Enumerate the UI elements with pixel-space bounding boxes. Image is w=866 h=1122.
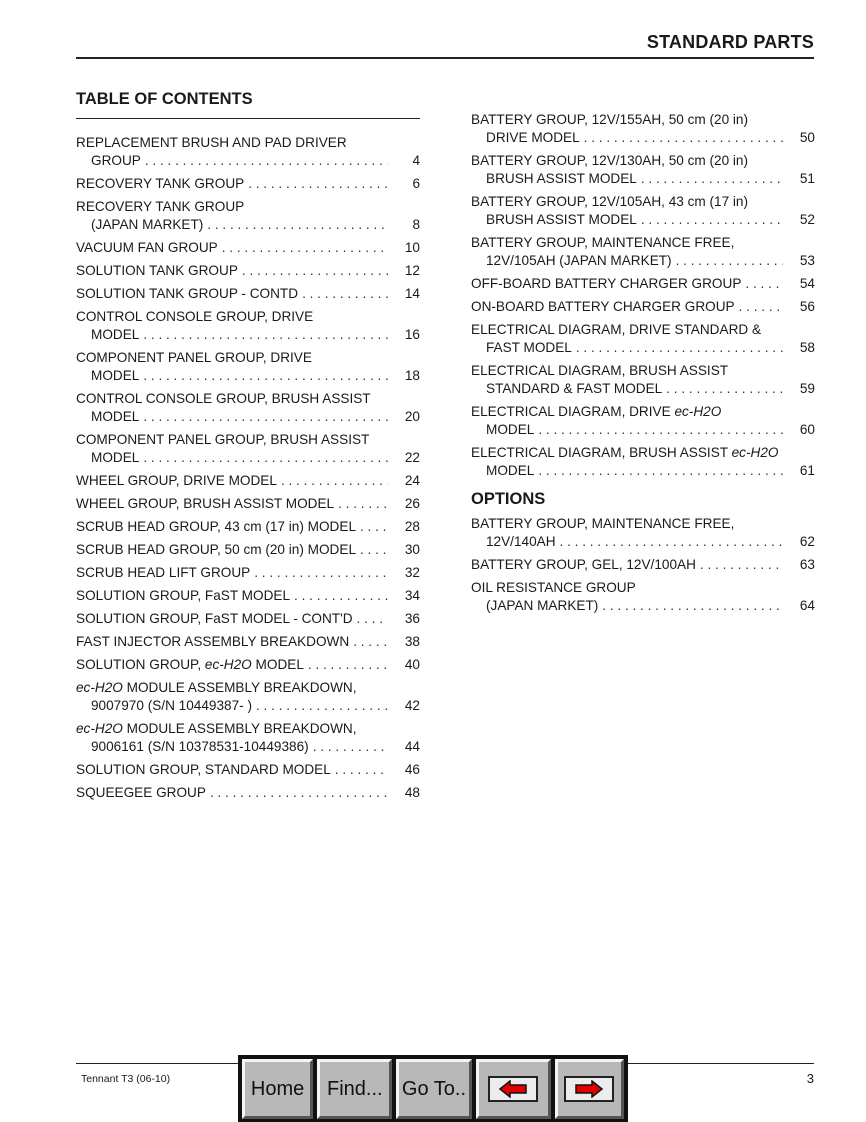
toc-page-number: 26: [404, 496, 420, 511]
toc-entry-text: OFF-BOARD BATTERY CHARGER GROUP: [471, 276, 742, 291]
toc-page-number: 36: [404, 611, 420, 626]
toc-entry-line: [76, 720, 420, 738]
toc-entry[interactable]: [471, 298, 815, 316]
dot-leader: [207, 216, 388, 234]
dot-leader: [242, 262, 388, 280]
toc-page-number: 59: [799, 381, 815, 396]
toc-page-number: 62: [799, 534, 815, 549]
toc-entry-line: [471, 111, 815, 129]
toc-entry-text: GROUP: [91, 153, 141, 168]
toc-entry-line: [471, 556, 815, 574]
dot-leader: [338, 495, 388, 513]
toc-entry-text: COMPONENT PANEL GROUP, BRUSH ASSIST: [76, 432, 370, 447]
right-arrow-shape: [574, 1080, 604, 1098]
toc-entry[interactable]: [76, 518, 420, 536]
toc-entry-text: ON-BOARD BATTERY CHARGER GROUP: [471, 299, 735, 314]
toc-entry-line: [76, 564, 420, 582]
dot-leader: [143, 408, 388, 426]
toc-entry-text: (JAPAN MARKET): [486, 598, 599, 613]
toc-entry-text: ec-H2O MODULE ASSEMBLY BREAKDOWN,: [76, 721, 357, 736]
toc-page-number: 14: [404, 286, 420, 301]
toc-entry-line: [76, 697, 420, 715]
toc-page-number: 22: [404, 450, 420, 465]
toc-entry[interactable]: [76, 610, 420, 628]
toc-entry-line: [76, 390, 420, 408]
toc-entry-line: [76, 152, 420, 170]
toc-entry[interactable]: [76, 175, 420, 193]
dot-leader: [584, 129, 783, 147]
toc-entry-text: BATTERY GROUP, MAINTENANCE FREE,: [471, 516, 735, 531]
dot-leader: [281, 472, 388, 490]
toc-entry-line: [471, 515, 815, 533]
dot-leader: [143, 326, 388, 344]
toc-entry-text: ELECTRICAL DIAGRAM, DRIVE ec-H2O: [471, 404, 722, 419]
toc-entry-line: [76, 408, 420, 426]
dot-leader: [538, 421, 783, 439]
toc-title: TABLE OF CONTENTS: [76, 90, 253, 108]
toc-entry[interactable]: [76, 431, 420, 467]
toc-entry-line: [76, 518, 420, 536]
toc-page-number: 56: [799, 299, 815, 314]
toc-page-number: 20: [404, 409, 420, 424]
dot-leader: [145, 152, 388, 170]
toc-entry-line: [471, 170, 815, 188]
toc-entry[interactable]: [76, 720, 420, 756]
toc-entry[interactable]: [471, 579, 815, 615]
dot-leader: [560, 533, 783, 551]
toc-entry-text: ELECTRICAL DIAGRAM, BRUSH ASSIST: [471, 363, 729, 378]
toc-entry-text: OIL RESISTANCE GROUP: [471, 580, 636, 595]
toc-entry-line: [76, 216, 420, 234]
toc-page-number: 44: [404, 739, 420, 754]
toc-entry-line: [471, 298, 815, 316]
toc-entry-text: 12V/140AH: [486, 534, 556, 549]
toc-entry-line: [76, 134, 420, 152]
toc-page-number: 52: [799, 212, 815, 227]
toc-entry-text: RECOVERY TANK GROUP: [76, 176, 245, 191]
toc-entry-line: [471, 129, 815, 147]
toc-entry-text: ec-H2O MODULE ASSEMBLY BREAKDOWN,: [76, 680, 357, 695]
dot-leader: [353, 633, 388, 651]
toc-entry-line: [76, 449, 420, 467]
toc-entry[interactable]: [76, 656, 420, 674]
next-page-button[interactable]: [555, 1059, 624, 1119]
toc-page-number: 6: [412, 176, 420, 191]
toc-entry-line: [76, 587, 420, 605]
toc-entry[interactable]: [76, 134, 420, 170]
dot-leader: [602, 597, 783, 615]
toc-entry[interactable]: [471, 193, 815, 229]
toc-page-number: 61: [799, 463, 815, 478]
dot-leader: [357, 610, 388, 628]
toc-entry-text: SOLUTION GROUP, ec-H2O MODEL: [76, 657, 304, 672]
toc-entry-text: SCRUB HEAD GROUP, 50 cm (20 in) MODEL: [76, 542, 356, 557]
dot-leader: [313, 738, 388, 756]
toc-entry[interactable]: [76, 285, 420, 303]
toc-entry-text: REPLACEMENT BRUSH AND PAD DRIVER: [76, 135, 347, 150]
toc-page-number: 38: [404, 634, 420, 649]
toc-entry-line: [471, 321, 815, 339]
toc-left-column: [76, 134, 420, 807]
toc-page-number: 8: [412, 217, 420, 232]
toc-entry-line: [76, 285, 420, 303]
dot-leader: [210, 784, 388, 802]
toc-page-number: 30: [404, 542, 420, 557]
dot-leader: [302, 285, 388, 303]
toc-entry-text: MODEL: [486, 422, 535, 437]
toc-entry[interactable]: [76, 495, 420, 513]
toc-entry[interactable]: [471, 275, 815, 293]
toc-right-entries: [471, 111, 815, 480]
toc-entry-line: [76, 610, 420, 628]
toc-entry-line: [76, 175, 420, 193]
toc-entry-line: [471, 362, 815, 380]
toc-entry-text: FAST MODEL: [486, 340, 572, 355]
toc-entry-text: SOLUTION TANK GROUP - CONTD: [76, 286, 299, 301]
toc-page-number: 50: [799, 130, 815, 145]
dot-leader: [143, 367, 388, 385]
toc-entry-line: [471, 152, 815, 170]
toc-entry-line: [76, 308, 420, 326]
toc-entry[interactable]: [76, 308, 420, 344]
toc-entry[interactable]: [76, 262, 420, 280]
toc-entry-text: CONTROL CONSOLE GROUP, BRUSH ASSIST: [76, 391, 371, 406]
toc-entry[interactable]: [471, 362, 815, 398]
toc-entry-text: BATTERY GROUP, 12V/105AH, 43 cm (17 in): [471, 194, 749, 209]
left-arrow-shape: [498, 1080, 528, 1098]
toc-entry-text: BATTERY GROUP, 12V/155AH, 50 cm (20 in): [471, 112, 749, 127]
dot-leader: [360, 518, 388, 536]
toc-entry-text: (JAPAN MARKET): [91, 217, 204, 232]
toc-page-number: 18: [404, 368, 420, 383]
toc-entry-text: CONTROL CONSOLE GROUP, DRIVE: [76, 309, 314, 324]
dot-leader: [676, 252, 783, 270]
dot-leader: [538, 462, 783, 480]
toc-entry-line: [76, 349, 420, 367]
dot-leader: [335, 761, 388, 779]
footer-doc-label: Tennant T3 (06-10): [81, 1073, 171, 1085]
toc-entry-text: BATTERY GROUP, MAINTENANCE FREE,: [471, 235, 735, 250]
toc-entry[interactable]: [471, 152, 815, 188]
toc-entry-text: COMPONENT PANEL GROUP, DRIVE: [76, 350, 312, 365]
toc-entry-text: SOLUTION GROUP, FaST MODEL: [76, 588, 291, 603]
dot-leader: [666, 380, 783, 398]
toc-entry-line: [76, 541, 420, 559]
toc-entry-text: MODEL: [91, 450, 140, 465]
toc-page-number: 34: [404, 588, 420, 603]
toc-entry[interactable]: [76, 541, 420, 559]
toc-entry-text: DRIVE MODEL: [486, 130, 580, 145]
toc-entry-line: [76, 738, 420, 756]
toc-entry[interactable]: [471, 111, 815, 147]
toc-page-number: 60: [799, 422, 815, 437]
toc-entry[interactable]: [76, 633, 420, 651]
toc-entry-text: 12V/105AH (JAPAN MARKET): [486, 253, 672, 268]
navigation-toolbar: [238, 1055, 628, 1122]
toc-entry-text: WHEEL GROUP, BRUSH ASSIST MODEL: [76, 496, 335, 511]
header-divider: [76, 57, 814, 59]
toc-entry-text: 9007970 (S/N 10449387- ): [91, 698, 252, 713]
toc-entry-text: 9006161 (S/N 10378531-10449386): [91, 739, 309, 754]
toc-entry-line: [76, 239, 420, 257]
toc-entry-text: BATTERY GROUP, GEL, 12V/100AH: [471, 557, 696, 572]
dot-leader: [641, 170, 783, 188]
toc-entry-line: [471, 579, 815, 597]
toc-entry-text: MODEL: [91, 327, 140, 342]
toc-entry-text: BATTERY GROUP, 12V/130AH, 50 cm (20 in): [471, 153, 749, 168]
toc-entry-line: [471, 193, 815, 211]
toc-entry[interactable]: [76, 349, 420, 385]
options-entries: [471, 515, 815, 615]
dot-leader: [700, 556, 783, 574]
toc-entry[interactable]: [471, 403, 815, 439]
toc-page-number: 54: [799, 276, 815, 291]
toc-entry[interactable]: [76, 472, 420, 490]
toc-entry[interactable]: [471, 444, 815, 480]
dot-leader: [308, 656, 388, 674]
toc-entry-text: VACUUM FAN GROUP: [76, 240, 218, 255]
toc-entry[interactable]: [76, 390, 420, 426]
toc-entry-text: SOLUTION GROUP, STANDARD MODEL: [76, 762, 331, 777]
footer-page-number: 3: [806, 1071, 814, 1086]
toc-entry-text: SCRUB HEAD GROUP, 43 cm (17 in) MODEL: [76, 519, 356, 534]
dot-leader: [576, 339, 783, 357]
home-button[interactable]: Home: [242, 1059, 313, 1119]
toc-entry-line: [471, 533, 815, 551]
toc-entry[interactable]: [471, 321, 815, 357]
toc-page-number: 48: [404, 785, 420, 800]
toc-entry[interactable]: [76, 587, 420, 605]
dot-leader: [360, 541, 388, 559]
toc-page-number: 58: [799, 340, 815, 355]
toc-entry-line: [471, 403, 815, 421]
toc-entry-line: [471, 339, 815, 357]
toc-entry-line: [76, 367, 420, 385]
toc-entry-text: BRUSH ASSIST MODEL: [486, 212, 637, 227]
page-header-title: STANDARD PARTS: [646, 32, 814, 52]
toc-page-number: 32: [404, 565, 420, 580]
toc-entry[interactable]: [76, 239, 420, 257]
toc-page-number: 40: [404, 657, 420, 672]
toc-entry-line: [471, 444, 815, 462]
toc-page-number: 64: [799, 598, 815, 613]
dot-leader: [222, 239, 388, 257]
toc-page-number: 10: [404, 240, 420, 255]
toc-page-number: 46: [404, 762, 420, 777]
toc-entry-line: [471, 380, 815, 398]
toc-entry[interactable]: [76, 679, 420, 715]
toc-entry-line: [471, 597, 815, 615]
toc-entry-text: RECOVERY TANK GROUP: [76, 199, 245, 214]
toc-entry[interactable]: [76, 198, 420, 234]
toc-entry-line: [76, 472, 420, 490]
toc-entry-line: [76, 326, 420, 344]
toc-right-column: [471, 111, 815, 620]
dot-leader: [143, 449, 388, 467]
toc-entry-line: [471, 252, 815, 270]
toc-entry[interactable]: [76, 564, 420, 582]
left-arrow-icon: [488, 1076, 538, 1102]
toc-page-number: 51: [799, 171, 815, 186]
toc-entry-line: [76, 679, 420, 697]
toc-title-divider: [76, 118, 420, 119]
toc-page-number: 42: [404, 698, 420, 713]
dot-leader: [739, 298, 783, 316]
toc-entry-line: [76, 761, 420, 779]
toc-entry[interactable]: [76, 761, 420, 779]
toc-entry-text: MODEL: [91, 409, 140, 424]
toc-entry-line: [471, 275, 815, 293]
toc-entry-text: MODEL: [91, 368, 140, 383]
toc-entry-text: ELECTRICAL DIAGRAM, DRIVE STANDARD &: [471, 322, 762, 337]
dot-leader: [641, 211, 783, 229]
right-arrow-icon: [564, 1076, 614, 1102]
toc-entry-text: WHEEL GROUP, DRIVE MODEL: [76, 473, 277, 488]
toc-entry-text: ELECTRICAL DIAGRAM, BRUSH ASSIST ec-H2O: [471, 445, 779, 460]
toc-page-number: 4: [412, 153, 420, 168]
toc-entry-text: STANDARD & FAST MODEL: [486, 381, 663, 396]
toc-entry-text: SQUEEGEE GROUP: [76, 785, 206, 800]
toc-entry-text: SCRUB HEAD LIFT GROUP: [76, 565, 251, 580]
toc-entry-text: BRUSH ASSIST MODEL: [486, 171, 637, 186]
toc-entry[interactable]: [471, 515, 815, 551]
dot-leader: [256, 697, 388, 715]
toc-entry-line: [471, 234, 815, 252]
toc-entry-text: FAST INJECTOR ASSEMBLY BREAKDOWN: [76, 634, 350, 649]
toc-entry[interactable]: [471, 234, 815, 270]
toc-entry-line: [76, 633, 420, 651]
toc-entry-line: [471, 462, 815, 480]
toc-entry-line: [76, 198, 420, 216]
toc-entry-line: [471, 211, 815, 229]
toc-entry-line: [471, 421, 815, 439]
dot-leader: [248, 175, 388, 193]
toc-page-number: 53: [799, 253, 815, 268]
toc-entry-line: [76, 784, 420, 802]
toc-page-number: 28: [404, 519, 420, 534]
toc-page-number: 63: [799, 557, 815, 572]
toc-entry-line: [76, 495, 420, 513]
dot-leader: [254, 564, 388, 582]
toc-page-number: 16: [404, 327, 420, 342]
toc-entry-line: [76, 262, 420, 280]
find-button[interactable]: Find...: [317, 1059, 392, 1119]
toc-entry-line: [76, 656, 420, 674]
toc-entry[interactable]: [76, 784, 420, 802]
toc-entry-text: MODEL: [486, 463, 535, 478]
toc-page-number: 24: [404, 473, 420, 488]
toc-entry-text: SOLUTION GROUP, FaST MODEL - CONT'D: [76, 611, 353, 626]
goto-button[interactable]: Go To..: [396, 1059, 471, 1119]
toc-entry-line: [76, 431, 420, 449]
dot-leader: [294, 587, 388, 605]
toc-entry[interactable]: [471, 556, 815, 574]
options-title: OPTIONS: [471, 490, 546, 508]
previous-page-button[interactable]: [476, 1059, 551, 1119]
toc-entry-text: SOLUTION TANK GROUP: [76, 263, 238, 278]
toc-page-number: 12: [404, 263, 420, 278]
dot-leader: [745, 275, 783, 293]
